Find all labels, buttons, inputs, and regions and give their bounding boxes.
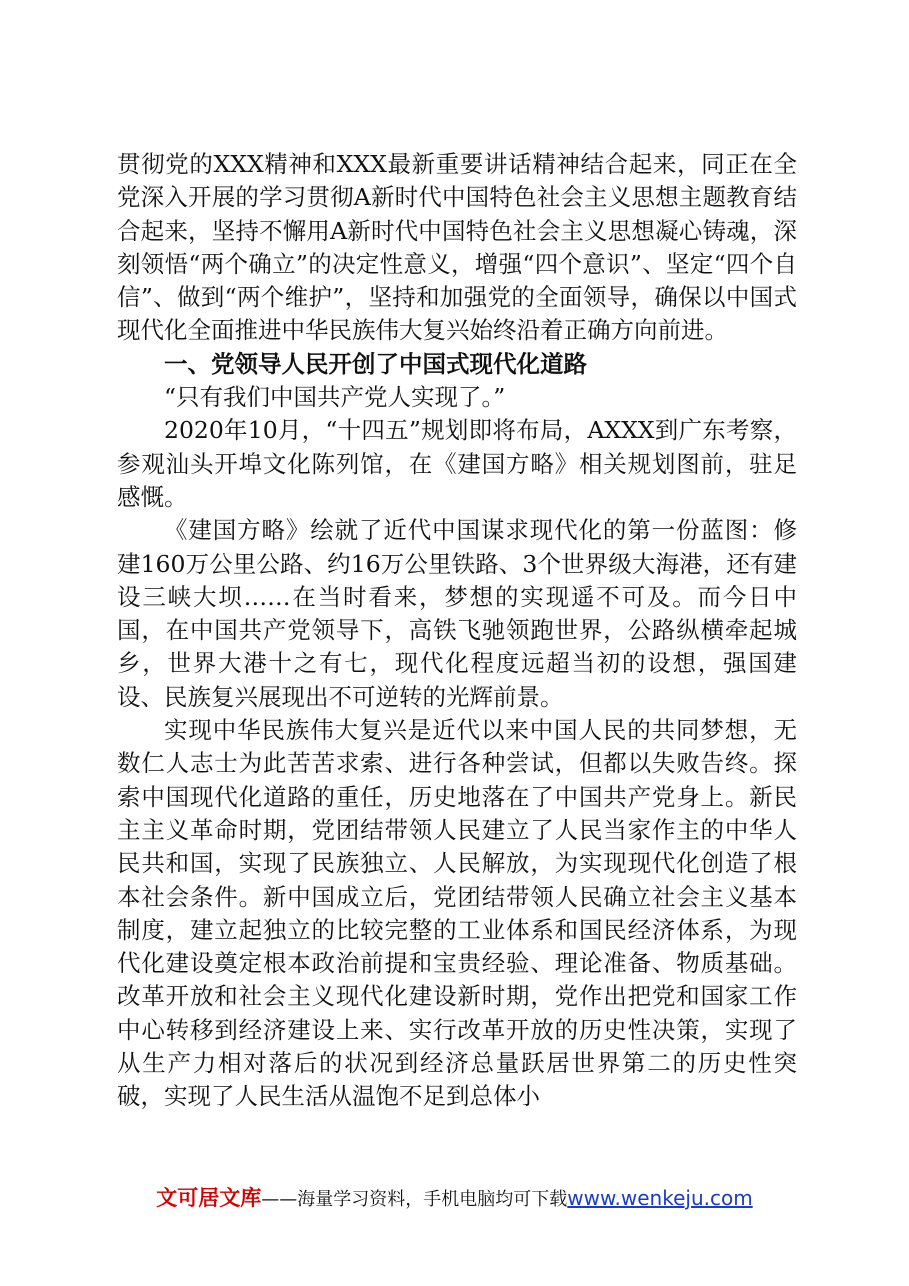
paragraph: 2020年10月，“十四五”规划即将布局，AXXX到广东考察，参观汕头开埠文化陈列馆，在《建国方略》相关规划图前，驻足感慨。 xyxy=(117,416,797,511)
paragraph: 《建国方略》绘就了近代中国谋求现代化的第一份蓝图：修建160万公里公路、约16万公里铁路、3个世界级大海港，还有建设三峡大坝……在当时看来，梦想的实现遥不可及。而今日中国，在中国共产党领导下，高铁飞驰领跑世界，公路纵横牵起城乡，世界大港十之有七，现代化程度远超当初的设想，强国建设、民族复兴展现出不可逆转的光辉前景。 xyxy=(117,516,797,711)
footer-brand: 文可居文库 xyxy=(156,1186,262,1210)
watermark-footer xyxy=(0,1182,909,1212)
paragraph: 实现中华民族伟大复兴是近代以来中国人民的共同梦想，无数仁人志士为此苦苦求索、进行各种尝试，但都以失败告终。探索中国现代化道路的重任，历史地落在了中国共产党身上。新民主主义革命时期，党团结带领人民建立了人民当家作主的中华人民共和国，实现了民族独立、人民解放，为实现现代化创造了根本社会条件。新中国成立后，党团结带领人民确立社会主义基本制度，建立起独立的比较完整的工业体系和国民经济体系，为现代化建设奠定根本政治前提和宝贵经验、理论准备、物质基础。改革开放和社会主义现代化建设新时期，党作出把党和国家工作中心转移到经济建设上来、实行改革开放的历史性决策，实现了从生产力相对落后的状况到经济总量跃居世界第二的历史性突破，实现了人民生活从温饱不足到总体小 xyxy=(117,716,797,1111)
paragraph-quote: “只有我们中国共产党人实现了。” xyxy=(164,383,506,412)
document-body xyxy=(117,148,797,1114)
footer-tagline: ——海量学习资料，手机电脑均可下载 xyxy=(261,1189,568,1210)
footer-site-link[interactable]: www.wenkeju.com xyxy=(567,1186,753,1210)
section-heading: 一、党领导人民开创了中国式现代化道路 xyxy=(164,349,587,378)
paragraph-continuation: 贯彻党的XXX精神和XXX最新重要讲话精神结合起来，同正在全党深入开展的学习贯彻A新时代中国特色社会主义思想主题教育结合起来，坚持不懈用A新时代中国特色社会主义思想凝心铸魂，深刻领悟“两个确立”的决定性意义，增强“四个意识”、坚定“四个自信”、做到“两个维护”，坚持和加强党的全面领导，确保以中国式现代化全面推进中华民族伟大复兴始终沿着正确方向前进。 xyxy=(117,150,797,345)
